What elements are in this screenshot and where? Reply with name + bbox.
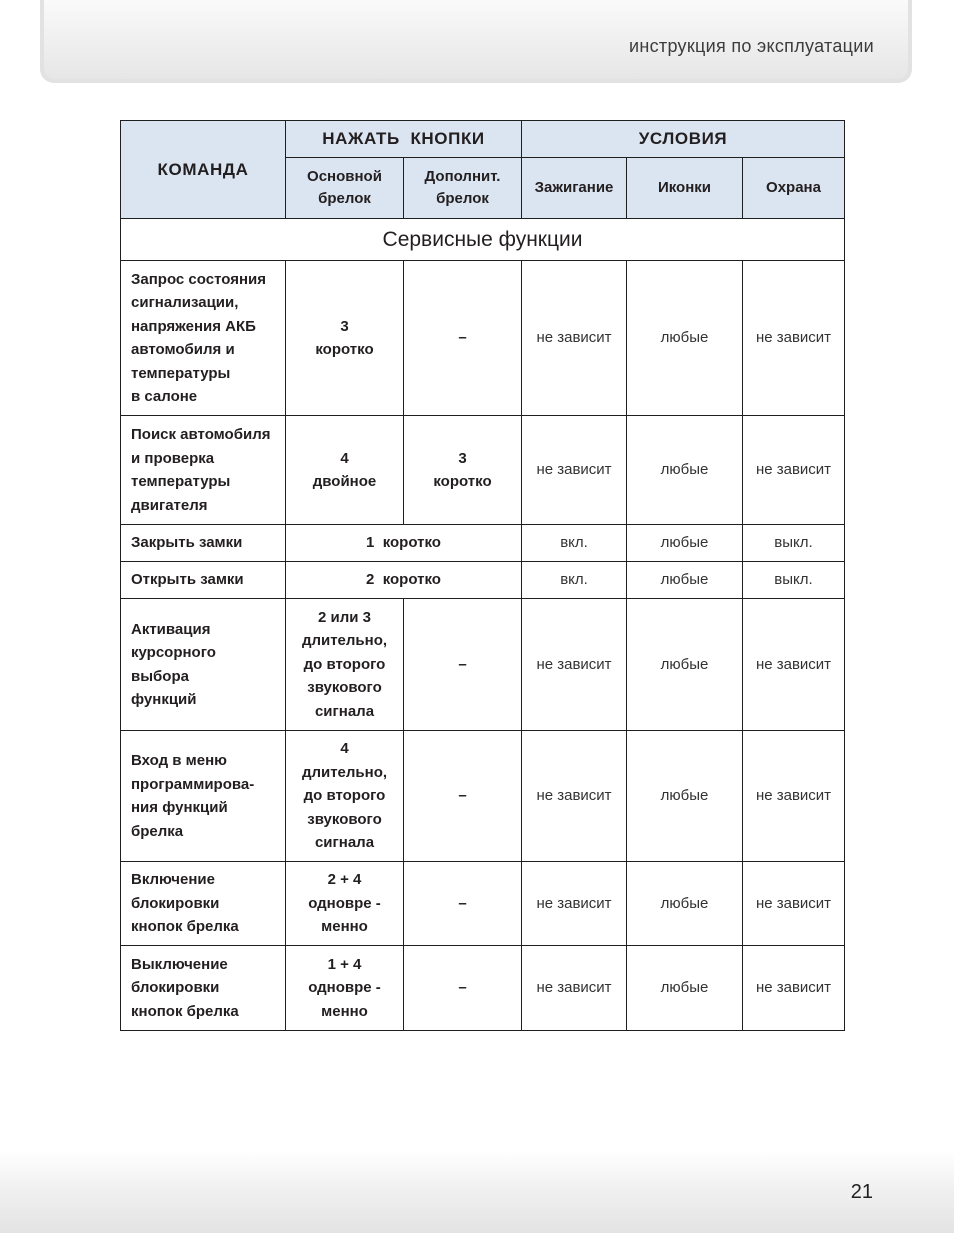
ignition-cell: не зависит (522, 731, 627, 862)
table-row (121, 525, 845, 562)
icons-cell: любые (627, 599, 743, 731)
command-cell: Активация курсорного выбора функций (121, 599, 286, 731)
table-row (121, 261, 845, 416)
guard-cell: выкл. (743, 525, 845, 562)
main-fob-cell: 4 длительно, до второго звукового сигнала (286, 731, 404, 862)
buttons-cell: 1 коротко (286, 525, 522, 562)
table-row (121, 946, 845, 1031)
command-cell: Открыть замки (121, 562, 286, 599)
icons-cell: любые (627, 525, 743, 562)
command-cell: Закрыть замки (121, 525, 286, 562)
header-main-fob: Основной брелок (286, 158, 404, 219)
extra-fob-cell: – (404, 946, 522, 1031)
guard-cell: не зависит (743, 946, 845, 1031)
buttons-cell: 2 коротко (286, 562, 522, 599)
guard-cell: не зависит (743, 599, 845, 731)
guard-cell: выкл. (743, 562, 845, 599)
main-fob-cell: 4 двойное (286, 416, 404, 525)
icons-cell: любые (627, 416, 743, 525)
service-functions-table (120, 120, 845, 1031)
page-number: 21 (850, 1181, 873, 1203)
header-press-buttons: НАЖАТЬ КНОПКИ (286, 121, 522, 158)
command-cell: Выключение блокировки кнопок брелка (121, 946, 286, 1031)
header-guard: Охрана (743, 158, 845, 219)
table-row (121, 731, 845, 862)
extra-fob-cell: – (404, 261, 522, 416)
icons-cell: любые (627, 862, 743, 946)
guard-cell: не зависит (743, 416, 845, 525)
table-row (121, 599, 845, 731)
icons-cell: любые (627, 562, 743, 599)
page-header-title: инструкция по эксплуатации (629, 36, 874, 56)
icons-cell: любые (627, 731, 743, 862)
extra-fob-cell: – (404, 599, 522, 731)
ignition-cell: не зависит (522, 599, 627, 731)
guard-cell: не зависит (743, 862, 845, 946)
section-title: Сервисные функции (121, 219, 845, 261)
ignition-cell: не зависит (522, 416, 627, 525)
footer-band (0, 1150, 954, 1233)
extra-fob-cell: 3 коротко (404, 416, 522, 525)
table-row (121, 562, 845, 599)
ignition-cell: не зависит (522, 862, 627, 946)
icons-cell: любые (627, 946, 743, 1031)
header-ignition: Зажигание (522, 158, 627, 219)
ignition-cell: вкл. (522, 562, 627, 599)
icons-cell: любые (627, 261, 743, 416)
guard-cell: не зависит (743, 731, 845, 862)
command-cell: Включение блокировки кнопок брелка (121, 862, 286, 946)
header-command: КОМАНДА (121, 121, 286, 219)
main-fob-cell: 3 коротко (286, 261, 404, 416)
main-fob-cell: 2 + 4 одновре - менно (286, 862, 404, 946)
ignition-cell: не зависит (522, 261, 627, 416)
extra-fob-cell: – (404, 731, 522, 862)
command-cell: Вход в меню программирова- ния функций брелка (121, 731, 286, 862)
table-row (121, 416, 845, 525)
command-cell: Запрос состояния сигнализации, напряжения АКБ автомобиля и температуры в салоне (121, 261, 286, 416)
guard-cell: не зависит (743, 261, 845, 416)
header-conditions: УСЛОВИЯ (522, 121, 845, 158)
table-row (121, 862, 845, 946)
ignition-cell: вкл. (522, 525, 627, 562)
extra-fob-cell: – (404, 862, 522, 946)
main-fob-cell: 2 или 3 длительно, до второго звукового сигнала (286, 599, 404, 731)
header-icons: Иконки (627, 158, 743, 219)
main-fob-cell: 1 + 4 одновре - менно (286, 946, 404, 1031)
header-extra-fob: Дополнит. брелок (404, 158, 522, 219)
command-cell: Поиск автомобиля и проверка температуры двигателя (121, 416, 286, 525)
ignition-cell: не зависит (522, 946, 627, 1031)
